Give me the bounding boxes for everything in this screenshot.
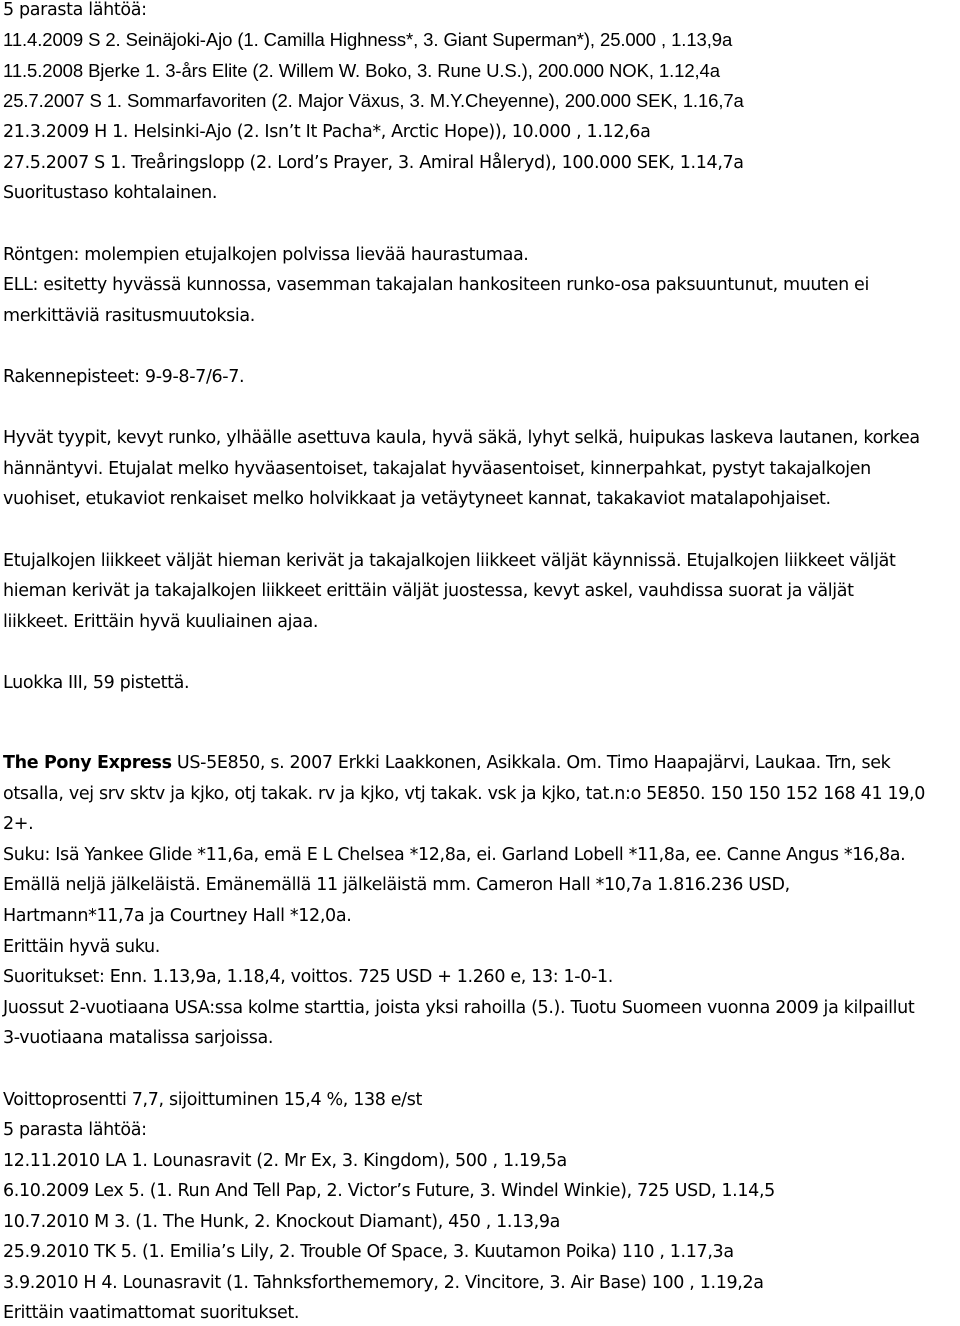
horse-name: The Pony Express (3, 753, 172, 773)
pedigree-line: Emällä neljä jälkeläistä. Emänemällä 11 jälkeläistä mm. Cameron Hall *10,7a 1.816.236 USD, (3, 875, 790, 895)
performance-summary: Erittäin vaatimattomat suoritukset. (3, 1303, 300, 1323)
pedigree-line: Hartmann*11,7a ja Courtney Hall *12,0a. (3, 906, 352, 926)
best-starts-heading: 5 parasta lähtöä: (3, 1120, 147, 1140)
movement-line: liikkeet. Erittäin hyvä kuuliainen ajaa. (3, 612, 319, 632)
win-stats: Voittoprosentti 7,7, sijoittuminen 15,4 %, 138 e/st (3, 1090, 423, 1110)
result-row (3, 152, 744, 174)
horse-marks-line: otsalla, vej srv sktv ja kjko, otj takak. rv ja kjko, vtj takak. vsk ja kjko, tat.n:o 5E850. 150 150 152 168 41 19,0 (3, 784, 926, 804)
structure-description-line: vuohiset, etukaviot renkaiset melko holvikkaat ja vetäytyneet kannat, takakaviot matalapohjaiset. (3, 489, 831, 509)
vet-finding-line: ELL: esitetty hyvässä kunnossa, vasemman takajalan hankositeen runko-osa paksuuntunut, muuten ei (3, 275, 869, 295)
result-row-part-b: Amiral Håleryd), 100.000 SEK, 1.14,7a (419, 153, 744, 173)
result-row: 25.9.2010 TK 5. (1. Emilia’s Lily, 2. Trouble Of Space, 3. Kuutamon Poika) 110 , 1.17,3a (3, 1242, 734, 1262)
structure-description-line: hännäntyvi. Etujalat melko hyväasentoiset, takajalat hyväasentoiset, kinnerpahkat, pystyt takajalkojen (3, 459, 871, 479)
horse-intro-rest: US-5E850, s. 2007 Erkki Laakkonen, Asikkala. Om. Timo Haapajärvi, Laukaa. Trn, sek (171, 753, 891, 773)
pedigree-line: Suku: Isä Yankee Glide *11,6a, emä E L Chelsea *12,8a, ei. Garland Lobell *11,8a, ee. Canne Angus *16,8a. (3, 845, 906, 865)
result-row: 21.3.2009 H 1. Helsinki-Ajo (2. Isn’t It Pacha*, Arctic Hope)), 10.000 , 1.12,6a (3, 122, 651, 142)
result-row: 11.4.2009 S 2. Seinäjoki-Ajo (1. Camilla Highness*, 3. Giant Superman*), 25.000 , 1.13,9a (3, 29, 733, 50)
result-row: 6.10.2009 Lex 5. (1. Run And Tell Pap, 2. Victor’s Future, 3. Windel Winkie), 725 USD, 1.14,5 (3, 1181, 775, 1201)
performance-record: Suoritukset: Enn. 1.13,9a, 1.18,4, voittos. 725 USD + 1.260 e, 13: 1-0-1. (3, 967, 613, 987)
result-row: 10.7.2010 M 3. (1. The Hunk, 2. Knockout Diamant), 450 , 1.13,9a (3, 1212, 561, 1232)
performance-summary: Suoritustaso kohtalainen. (3, 183, 218, 203)
history-line: 3-vuotiaana matalissa sarjoissa. (3, 1028, 274, 1048)
result-row: 12.11.2010 LA 1. Lounasravit (2. Mr Ex, 3. Kingdom), 500 , 1.19,5a (3, 1151, 567, 1171)
xray-finding: Röntgen: molempien etujalkojen polvissa lievää haurastumaa. (3, 245, 529, 265)
history-line: Juossut 2-vuotiaana USA:ssa kolme starttia, joista yksi rahoilla (5.). Tuotu Suomeen vuonna 2009 ja kilpaillut (3, 998, 915, 1018)
horse-marks-line: 2+. (3, 814, 34, 834)
result-row-part-a: 27.5.2007 S 1. Treåringslopp (2. Lord’s Prayer, 3. (3, 153, 420, 173)
vet-finding-line: merkittäviä rasitusmuutoksia. (3, 306, 255, 326)
structure-description-line: Hyvät tyypit, kevyt runko, ylhäälle asettuva kaula, hyvä säkä, lyhyt selkä, huipukas laskeva lautanen, korkea (3, 428, 920, 448)
result-row: 25.7.2007 S 1. Sommarfavoriten (2. Major Växus, 3. M.Y.Cheyenne), 200.000 SEK, 1.16,7a (3, 90, 744, 111)
class-result: Luokka III, 59 pistettä. (3, 673, 190, 693)
result-row: 3.9.2010 H 4. Lounasravit (1. Tahnksforthememory, 2. Vincitore, 3. Air Base) 100 , 1.19,2a (3, 1273, 764, 1293)
movement-line: Etujalkojen liikkeet väljät hieman kerivät ja takajalkojen liikkeet väljät käynnissä. Etujalkojen liikkeet väljät (3, 551, 896, 571)
horse-intro-line (3, 752, 890, 774)
structure-scores: Rakennepisteet: 9-9-8-7/6-7. (3, 367, 245, 387)
pedigree-verdict: Erittäin hyvä suku. (3, 937, 160, 957)
movement-line: hieman kerivät ja takajalkojen liikkeet erittäin väljät juostessa, kevyt askel, vauhdissa suorat ja väljät (3, 581, 854, 601)
best-starts-heading: 5 parasta lähtöä: (3, 0, 147, 20)
result-row: 11.5.2008 Bjerke 1. 3-års Elite (2. Willem W. Boko, 3. Rune U.S.), 200.000 NOK, 1.12,4a (3, 60, 720, 81)
